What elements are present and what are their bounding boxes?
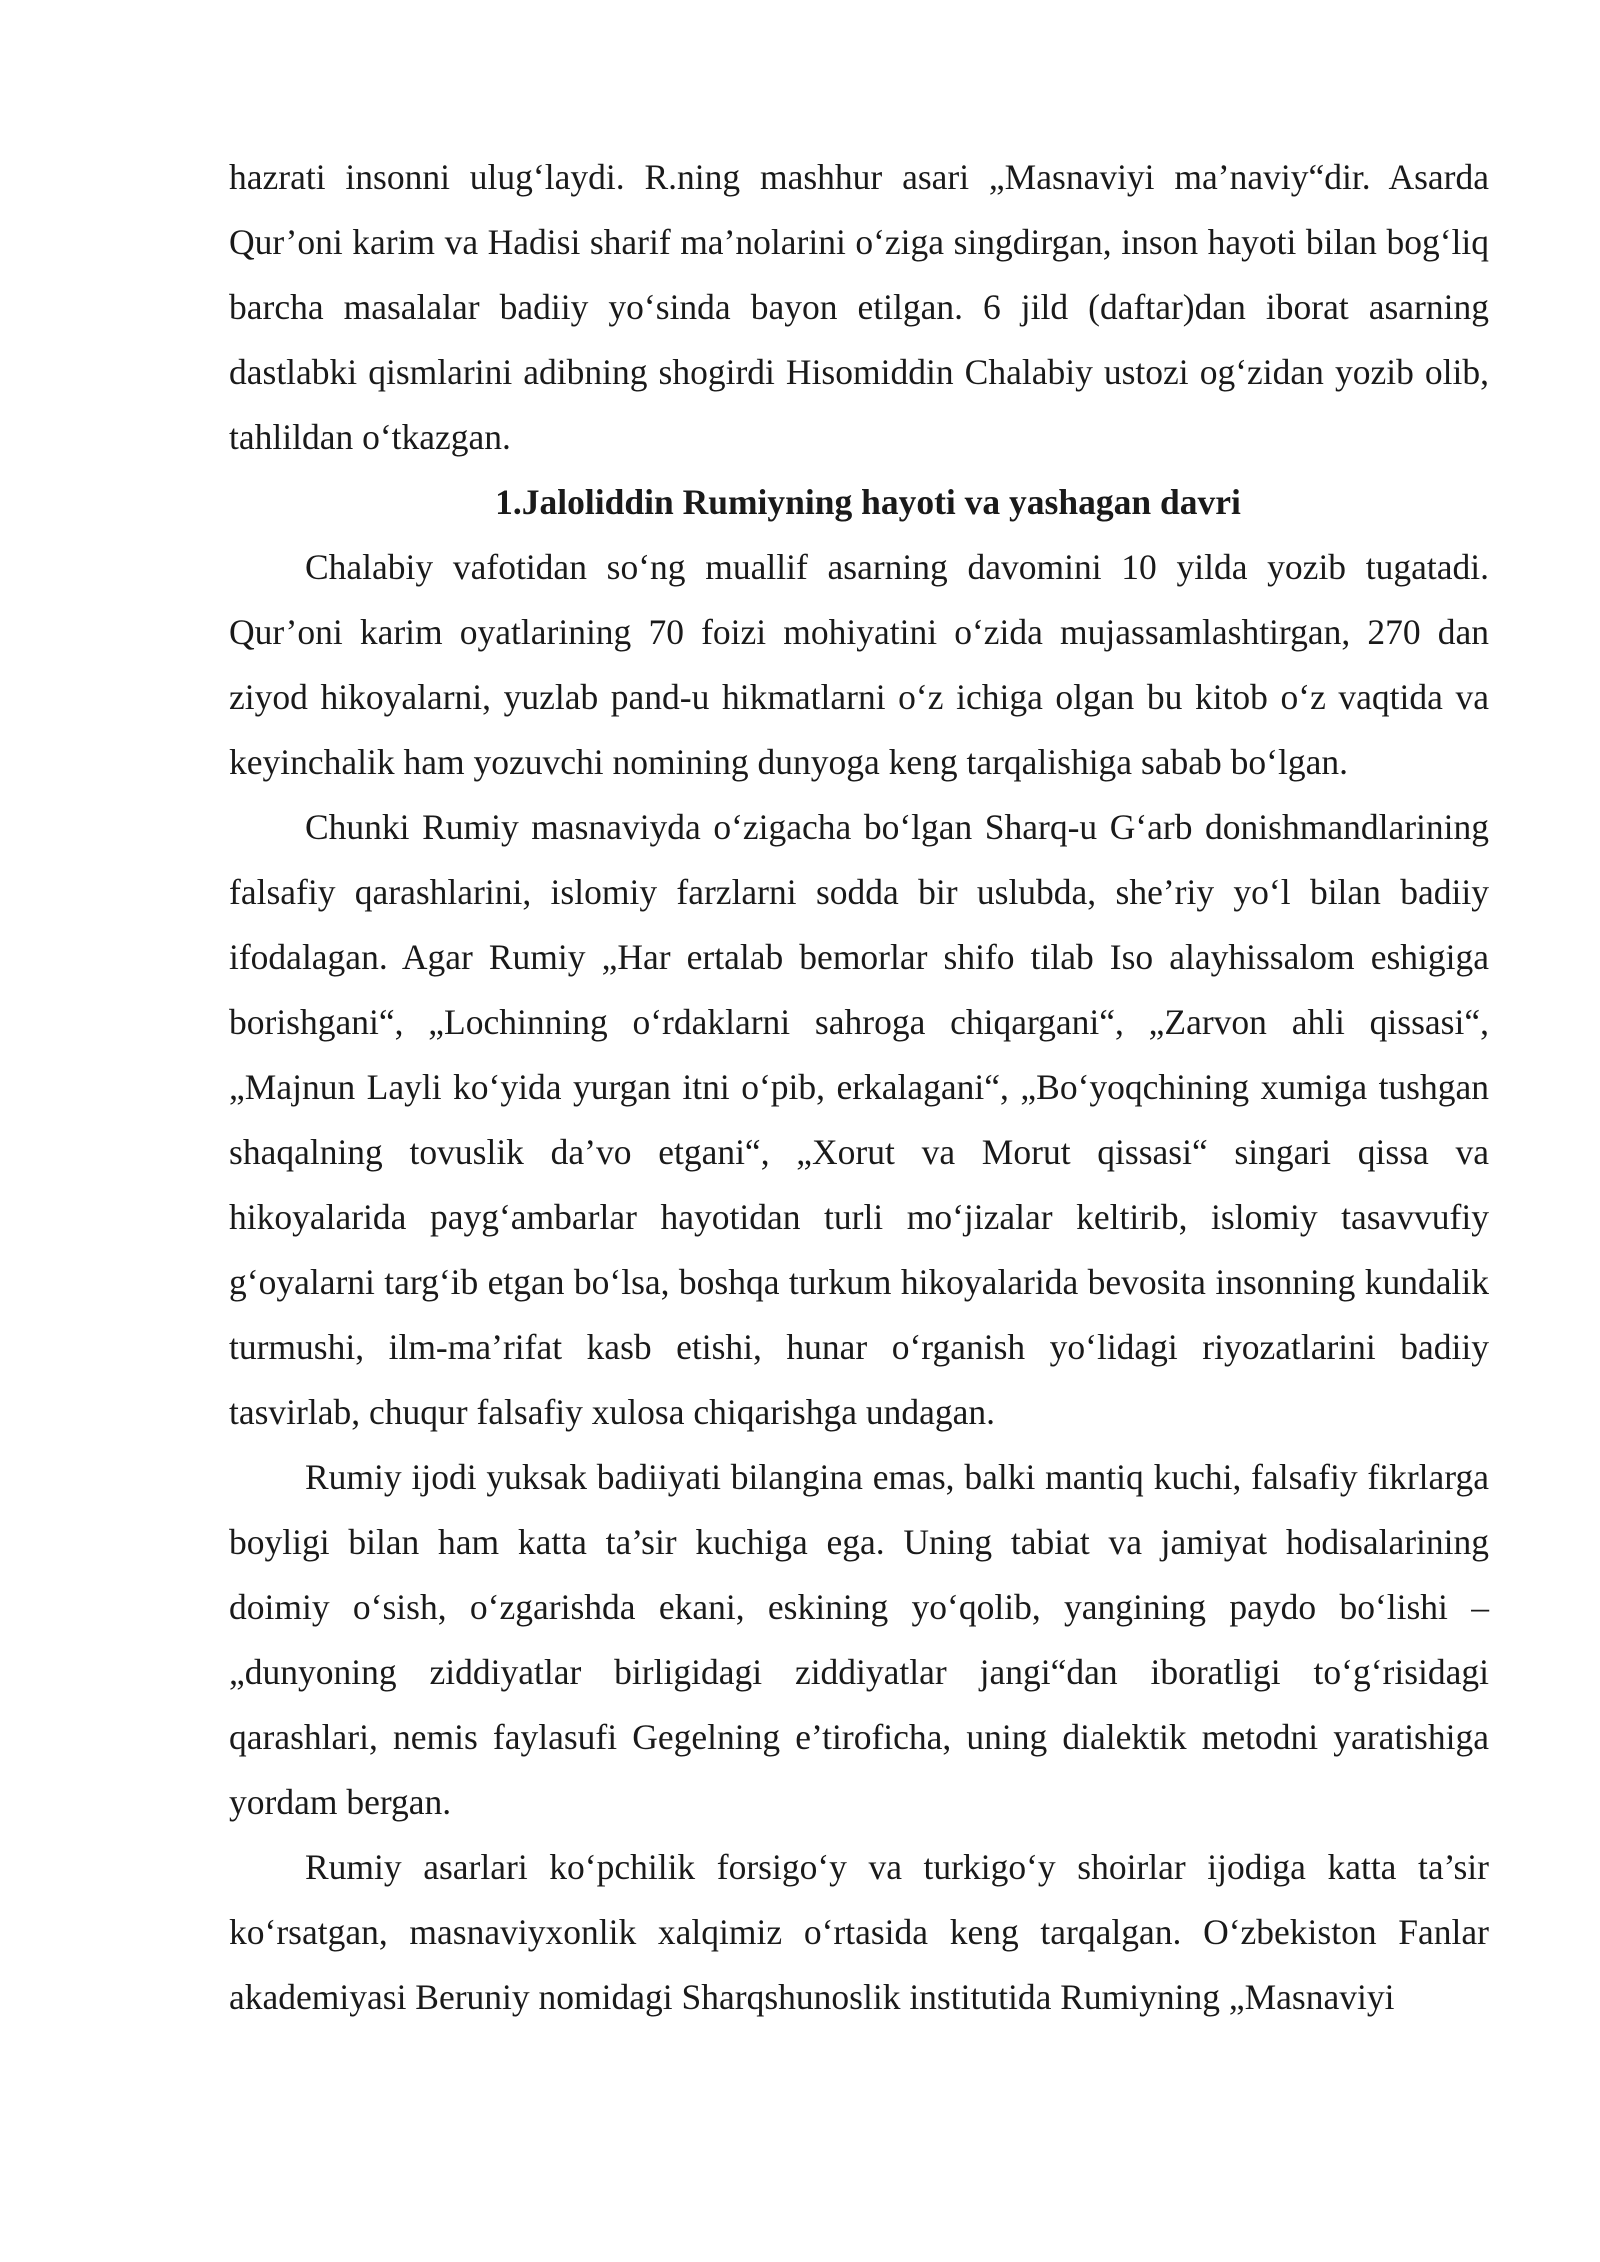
paragraph-influence: Rumiy asarlari ko‘pchilik forsigo‘y va turkigo‘y shoirlar ijodiga katta ta’sir ko‘rsatgan, masnaviyxonlik xalqimiz o‘rtasida keng tarqalgan. O‘zbekiston Fanlar akademiyasi Beruniy nomidagi Sharqshunoslik institutida Rumiyning „Masnaviyi bbox=[229, 1847, 1489, 2017]
section-heading: 1.Jaloliddin Rumiyning hayoti va yashagan davri bbox=[495, 482, 1241, 522]
document-body bbox=[229, 145, 1489, 2030]
paragraph-masnaviy-stories: Chunki Rumiy masnaviyda o‘zigacha bo‘lgan Sharq-u G‘arb donishmandlarining falsafiy qarashlarini, islomiy farzlarni sodda bir uslubda, she’riy yo‘l bilan badiiy ifodalagan. Agar Rumiy „Har ertalab bemorlar shifo tilab Iso alayhissalom eshigiga borishgani“, „Lochinning o‘rdaklarni sahroga chiqargani“, „Zarvon ahli qissasi“, „Majnun Layli ko‘yida yurgan itni o‘pib, erkalagani“, „Bo‘yoqchining xumiga tushgan shaqalning tovuslik da’vo etgani“, „Xorut va Morut qissasi“ singari qissa va hikoyalarida payg‘ambarlar hayotidan turli mo‘jizalar keltirib, islomiy tasavvufiy g‘oyalarni targ‘ib etgan bo‘lsa, boshqa turkum hikoyalarida bevosita insonning kundalik turmushi, ilm-ma’rifat kasb etishi, hunar o‘rganish yo‘lidagi riyozatlarini badiiy tasvirlab, chuqur falsafiy xulosa chiqarishga undagan. bbox=[229, 807, 1489, 1432]
paragraph-philosophy: Rumiy ijodi yuksak badiiyati bilangina emas, balki mantiq kuchi, falsafiy fikrlarga boyligi bilan ham katta ta’sir kuchiga ega. Uning tabiat va jamiyat hodisalarining doimiy o‘sish, o‘zgarishda ekani, eskining yo‘qolib, yangining paydo bo‘lishi – „dunyoning ziddiyatlar birligidagi ziddiyatlar jangi“dan iboratligi to‘g‘risidagi qarashlari, nemis faylasufi Gegelning e’tiroficha, uning dialektik metodni yaratishiga yordam bergan. bbox=[229, 1457, 1489, 1822]
paragraph-chalabiy: Chalabiy vafotidan so‘ng muallif asarning davomini 10 yilda yozib tugatadi. Qur’oni karim oyatlarining 70 foizi mohiyatini o‘zida mujassamlashtirgan, 270 dan ziyod hikoyalarni, yuzlab pand-u hikmatlarni o‘z ichiga olgan bu kitob o‘z vaqtida va keyinchalik ham yozuvchi nomining dunyoga keng tarqalishiga sabab bo‘lgan. bbox=[229, 547, 1489, 782]
paragraph-intro: hazrati insonni ulug‘laydi. R.ning mashhur asari „Masnaviyi ma’naviy“dir. Asarda Qur’oni karim va Hadisi sharif ma’nolarini o‘ziga singdirgan, inson hayoti bilan bog‘liq barcha masalalar badiiy yo‘sinda bayon etilgan. 6 jild (daftar)dan iborat asarning dastlabki qismlarini adibning shogirdi Hisomiddin Chalabiy ustozi og‘zidan yozib olib, tahlildan o‘tkazgan. bbox=[229, 157, 1489, 457]
